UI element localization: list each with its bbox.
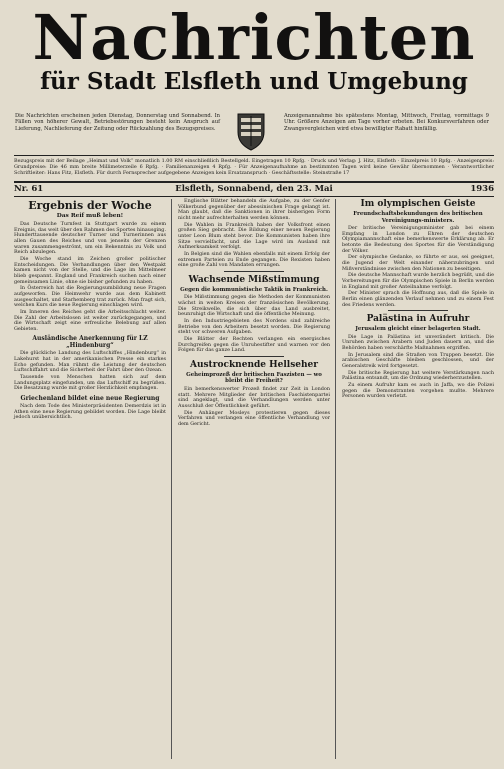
divider (224, 271, 284, 272)
article-headline: Wachsende Mißstimmung (188, 274, 320, 285)
column-divider (335, 199, 336, 759)
paragraph: Zu einem Aufruhr kam es auch in Jaffa, wo die Polizei gegen die Demonstranten vorgehen mußte. Mehrere Personen wurden verletzt. (342, 381, 494, 400)
article-headline: Palästina in Aufruhr (366, 314, 470, 325)
paragraph: In Österreich hat die Regierungsumbildung neue Fragen aufgeworfen. Die Heimwehr wurde aus dem Kabinett ausgeschaltet, und Starhemberg trat zurück. Man fragt sich, welchen Kurs die neue Regierung einschlagen wird. (14, 285, 166, 309)
paragraph: Ein bemerkenswerter Prozeß findet zur Zeit in London statt. Mehrere Mitglieder der britischen Faschistenpartei sind angeklagt, und die Verhandlungen werden unter Ausschluß der Öffentlichkeit geführt. (178, 385, 330, 409)
section-title: Ausländische Anerkennung für LZ „Hindenburg“ (32, 335, 148, 350)
divider (14, 155, 494, 156)
dateline (14, 184, 494, 196)
advertising-info: Anzeigenannahme bis spätestens Montag, Mittwoch, Freitag, vormittags 9 Uhr. Größere Anzeigen am Tage vorher erbeten. Bei Konkursverfahren oder Zwangsvergleichen wird etwa bewilligter Rabatt hinfällig. (284, 113, 489, 132)
paragraph: Die britische Regierung hat weitere Verstärkungen nach Palästina entsandt, um die Ordnung wiederherzustellen. (342, 369, 494, 382)
paragraph: Der Minister sprach die Hoffnung aus, daß die Spiele in Berlin einen glänzenden Verlauf nehmen und zu einem Fest des Friedens werden. (342, 290, 494, 308)
place-date: Elsfleth, Sonnabend, den 23. Mai (175, 184, 333, 194)
column-3 (342, 199, 494, 401)
paragraph: Die Wahlen in Frankreich haben der Volksfront einen großen Sieg gebracht. Die Bildung einer neuen Regierung unter Leon Blum steht bevor. Die Kommunisten haben ihre Sitze vervielfacht, und die Lage wird im Ausland mit Aufmerksamkeit verfolgt. (178, 221, 330, 251)
coat-of-arms-icon (226, 110, 276, 152)
paragraph: In Belgien sind die Wahlen ebenfalls mit einem Erfolg der extremen Parteien zu Ende gegangen. Die Rexisten haben eine große Zahl von Mandaten errungen. (178, 250, 330, 269)
article-headline: Austrocknende Hellseher (189, 359, 319, 370)
paragraph: Im Inneren des Reiches geht die Arbeitsschlacht weiter. Die Zahl der Arbeitslosen ist weiter zurückgegangen, und die Wirtschaft zeigt eine erfreuliche Belebung auf allen Gebieten. (14, 308, 166, 332)
article-subhead: Jerusalem gleicht einer belagerten Stadt. (355, 326, 481, 333)
paragraph: Die Lage in Palästina ist unverändert kritisch. Die Unruhen zwischen Arabern und Juden dauern an, und die Behörden haben verschärfte Maßnahmen ergriffen. (342, 333, 494, 351)
article-subhead: Freundschaftsbekundungen des britischen Vereinigungs-ministers. (353, 211, 483, 224)
issue-number: Nr. 61 (14, 184, 44, 194)
paragraph: Nach dem Tode des Ministerpräsidenten Demerdzis ist in Athen eine neue Regierung gebildet worden. Die Lage bleibt jedoch unübersichtlich. (14, 403, 166, 421)
article-subhead: Geheimprozeß der britischen Faszisten — wo bleibt die Freiheit? (186, 371, 322, 385)
imprint: Bezugspreis mit der Beilage „Heimat und Volk“ monatlich 1.00 RM einschließlich Bestellgeld. Eingetragen 10 Rpfg. · Druck und Verlag: J. Hitz, Elsfleth · Einzelpreis 10 Rpfg. · Anzeigenpreis: Grundpreise: Die 46 mm breite Millimeterzeile 6 Rpfg. · Familienanzeigen 4 Rpfg. · Für Anzeigenaufnahme an bestimmten Tagen wird keine Gewähr übernommen · Verantwortlicher Schriftleiter: Hans Fitz, Elsfleth. Für durch Fernsprecher aufgegebene Anzeigen kein Ersatzanspruch · Geschäftsstelle: Steinstraße 17 (14, 158, 494, 176)
divider (224, 356, 284, 357)
paragraph: Die Blätter der Rechten verlangen ein energisches Durchgreifen gegen die Unruhestifter und warnen vor den Folgen für das ganze Land. (178, 335, 330, 354)
paragraph: Die Woche stand im Zeichen großer politischer Entscheidungen. Die Verhandlungen über den Westpakt kamen nicht von der Stelle, und die Lage im Mittelmeer blieb gespannt. England und Frankreich suchen nach einer gemeinsamen Linie, ohne sie bisher gefunden zu haben. (14, 255, 166, 285)
paragraph: Die glückliche Landung des Luftschiffes „Hindenburg“ in Lakehurst hat in der amerikanischen Presse ein starkes Echo gefunden. Man rühmt die Leistung der deutschen Luftschiffahrt und die Sicherheit der Fahrt über den Ozean. (14, 350, 166, 374)
paragraph: Tausende von Menschen hatten sich auf dem Landungsplatz eingefunden, um das Luftschiff zu begrüßen. Die Besatzung wurde mit großer Herzlichkeit empfangen. (14, 374, 166, 392)
divider (14, 196, 494, 197)
article-headline: Ergebnis der Woche (28, 199, 152, 212)
paragraph: Die Mißstimmung gegen die Methoden der Kommunisten wächst in weiten Kreisen der französischen Bevölkerung. Die Streikwelle, die sich über das Land ausbreitet, beunruhigt die Wirtschaft und die öffentliche Meinung. (178, 294, 330, 318)
paragraph: Die Anhänger Mosleys protestieren gegen dieses Verfahren und verlangen eine öffentliche Verhandlung vor dem Gericht. (178, 409, 330, 427)
year: 1936 (470, 184, 494, 194)
paragraph: Das Deutsche Turnfest in Stuttgart wurde zu einem Ereignis, das weit über den Rahmen des Sportes hinausging. Hunderttausende deutscher Turner und Turnerinnen aus allen Gauen des Reiches und von jenseits der Grenzen waren zusammengeströmt, um ein Bekenntnis zu Volk und Reich abzulegen. (14, 221, 166, 256)
paragraph: Die deutsche Mannschaft wurde herzlich begrüßt, und die Vorbereitungen für die Olympischen Spiele in Berlin werden in England mit großer Anteilnahme verfolgt. (342, 272, 494, 290)
divider (388, 310, 448, 311)
newspaper-subtitle: für Stadt Elsfleth und Umgebung (40, 68, 468, 95)
column-1 (14, 199, 166, 422)
masthead (14, 1, 494, 110)
paragraph: In Jerusalem sind die Straßen von Truppen besetzt. Die arabischen Geschäfte bleiben geschlossen, und der Generalstreik wird fortgesetzt. (342, 351, 494, 369)
section-title: Griechenland bildet eine neue Regierung (20, 395, 160, 403)
paragraph: Der britische Vereinigungsminister gab bei einem Empfang in London zu Ehren der deutschen Olympiamannschaft eine bemerkenswerte Erklärung ab. Er betonte die Bedeutung des Sportes für die Verständigung der Völker. (342, 225, 494, 254)
paragraph: Der olympische Gedanke, so führte er aus, sei geeignet, die Jugend der Welt einander näherzubringen und Mißverständnisse zwischen den Nationen zu beseitigen. (342, 254, 494, 272)
column-divider (171, 199, 172, 759)
paragraph: In den Industriegebieten des Nordens sind zahlreiche Betriebe von den Arbeitern besetzt worden. Die Regierung steht vor schweren Aufgaben. (178, 318, 330, 336)
article-subhead: Gegen die kommunistische Taktik in Frankreich. (180, 286, 328, 293)
publication-info: Die Nachrichten erscheinen jeden Dienstag, Donnerstag und Sonnabend. In Fällen von höherer Gewalt, Betriebsstörungen besteht kein Anspruch auf Lieferung, Nachlieferung der Zeitung oder Rückzahlung des Bezugspreises. (15, 113, 220, 132)
divider (14, 181, 494, 183)
column-2 (178, 199, 330, 429)
article-headline: Im olympischen Geiste (360, 199, 476, 209)
newspaper-title: Nachrichten (32, 1, 476, 74)
article-subhead: Das Reif muß leben! (56, 213, 124, 219)
paragraph: Englische Blätter behandeln die Aufgabe, zu der Genfer Völkerbund gegenüber der abessinischen Frage gelangt ist. Man glaubt, daß die Sanktionen in ihrer bisherigen Form nicht mehr aufrechterhalten werden können. (178, 198, 330, 221)
